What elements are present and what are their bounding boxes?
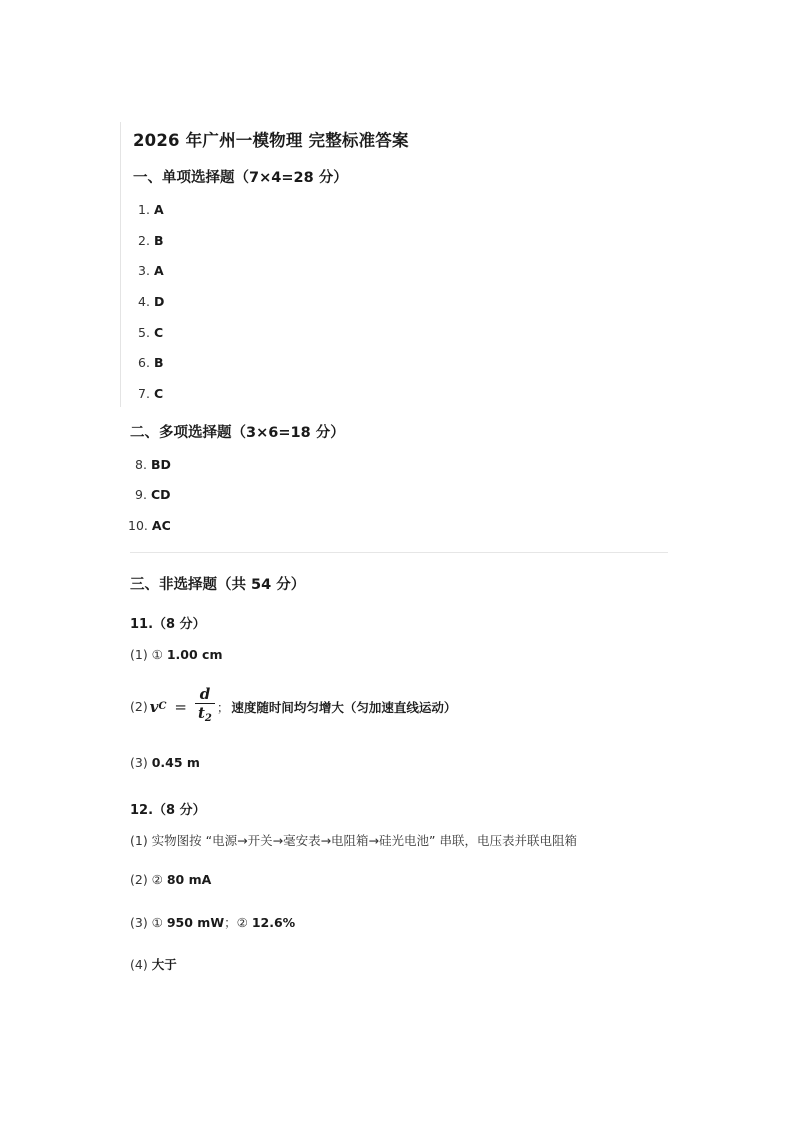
item-number: 7. <box>138 386 150 401</box>
part-answer: 0.45 m <box>151 755 200 770</box>
part-label: (2) <box>130 699 148 715</box>
q11-part-2 <box>130 686 456 727</box>
q11-part-3 <box>130 755 200 770</box>
denominator-variable: t <box>197 704 205 723</box>
question-11-heading: 11.（8 分） <box>130 617 206 632</box>
list-item-q6 <box>138 355 163 371</box>
item-number: 1. <box>138 202 150 217</box>
item-number: 10. <box>128 518 148 533</box>
denominator-subscript: 2 <box>204 713 212 725</box>
item-answer: BD <box>150 457 171 472</box>
item-answer: D <box>153 294 165 309</box>
part-label: (1) ① <box>130 647 167 662</box>
q12-part-3 <box>130 913 295 931</box>
separator: ；② <box>224 915 252 930</box>
list-item-q8 <box>135 457 171 473</box>
list-item-q3 <box>138 263 164 279</box>
item-number: 6. <box>138 355 150 370</box>
q12-part-4 <box>130 955 177 973</box>
item-number: 8. <box>135 457 147 472</box>
section-heading-non-choice: 三、非选择题（共 54 分） <box>130 577 306 593</box>
list-item-q5 <box>138 325 163 341</box>
item-answer: B <box>153 233 164 248</box>
part-answer-2: 12.6% <box>251 915 296 930</box>
item-number: 2. <box>138 233 150 248</box>
formula-equals: = <box>174 697 187 716</box>
part-answer: 大于 <box>151 957 177 972</box>
fraction-numerator: d <box>199 685 211 703</box>
fraction-denominator <box>195 704 215 727</box>
item-answer: A <box>153 202 164 217</box>
page-title: 2026 年广州一模物理 完整标准答案 <box>133 131 409 150</box>
velocity-formula <box>150 686 215 727</box>
left-border-line <box>120 122 121 407</box>
q11-part-1 <box>130 647 223 662</box>
item-number: 5. <box>138 325 150 340</box>
item-answer: C <box>153 386 164 401</box>
formula-fraction <box>195 686 215 727</box>
item-answer: A <box>153 263 164 278</box>
section-heading-single-choice: 一、单项选择题（7×4=28 分） <box>133 170 348 186</box>
section-heading-multi-choice: 二、多项选择题（3×6=18 分） <box>130 425 345 441</box>
list-item-q7 <box>138 386 163 402</box>
part-answer-1: 950 mW <box>166 915 225 930</box>
part-answer: 速度随时间均匀增大（匀加速直线运动） <box>231 699 457 715</box>
section-divider <box>130 552 668 553</box>
formula-variable: v <box>149 697 159 716</box>
item-number: 4. <box>138 294 150 309</box>
item-answer: C <box>153 325 164 340</box>
part-label: (2) ② <box>130 872 167 887</box>
part-answer: 80 mA <box>166 872 212 887</box>
list-item-q9 <box>135 487 171 503</box>
part-answer: 1.00 cm <box>166 647 223 662</box>
part-label: (3) ① <box>130 915 167 930</box>
question-12-heading: 12.（8 分） <box>130 803 206 818</box>
formula-subscript: C <box>158 701 167 713</box>
item-number: 3. <box>138 263 150 278</box>
item-answer: AC <box>151 518 171 533</box>
item-number: 9. <box>135 487 147 502</box>
item-answer: B <box>153 355 164 370</box>
q12-part-2 <box>130 872 211 887</box>
part-label: (3) <box>130 755 152 770</box>
part-label: (4) <box>130 957 152 972</box>
q12-part-1: (1) 实物图按 “电源→开关→毫安表→电阻箱→硅光电池” 串联，电压表并联电阻箱 <box>130 833 577 848</box>
separator: ； <box>216 699 230 715</box>
item-answer: CD <box>150 487 171 502</box>
list-item-q2 <box>138 233 163 249</box>
list-item-q10 <box>128 518 171 534</box>
list-item-q4 <box>138 294 164 310</box>
list-item-q1 <box>138 202 164 218</box>
